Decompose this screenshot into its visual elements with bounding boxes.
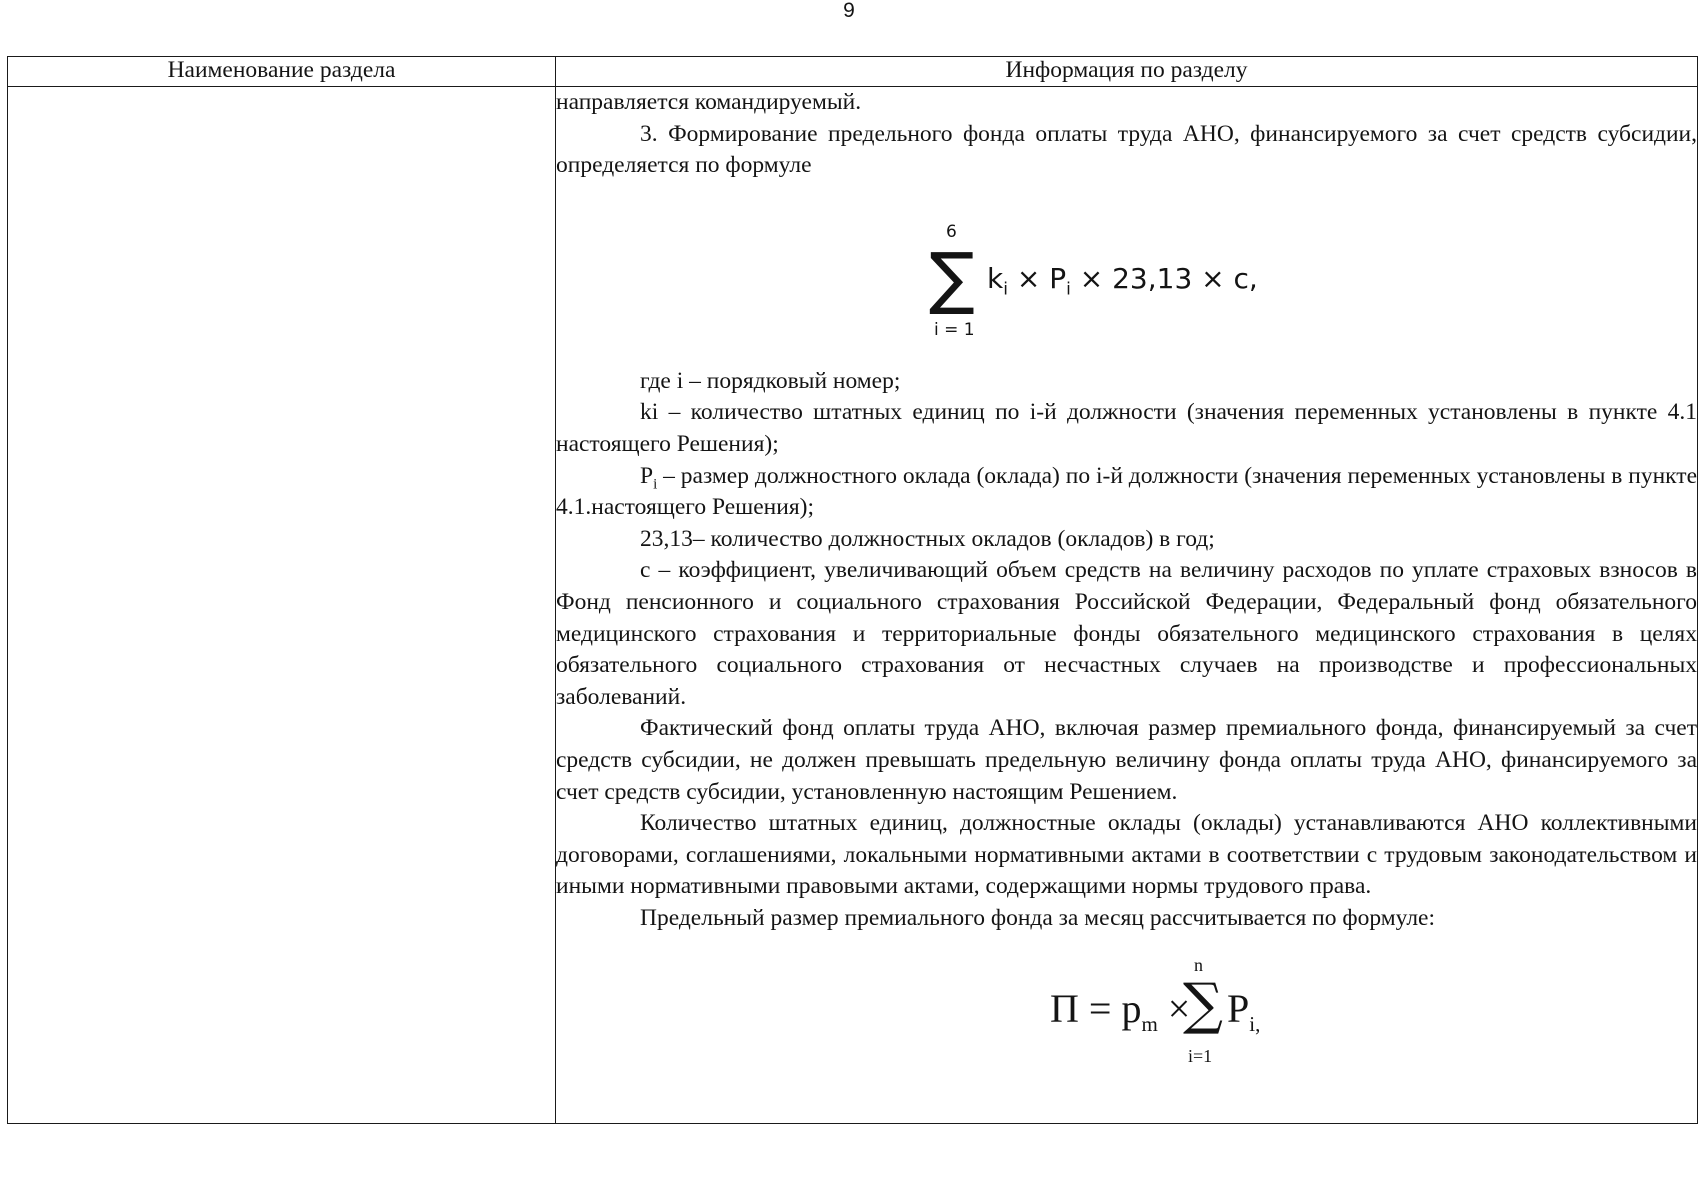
formula-times: × <box>1007 261 1050 295</box>
formula-k-subscript: i <box>1003 279 1008 300</box>
page-number: 9 <box>843 0 855 22</box>
paragraph-2313: 23,13– количество должностных окладов (окладов) в год; <box>640 525 1215 552</box>
header-section-name: Наименование раздела <box>8 57 556 87</box>
pi-subscript: i <box>653 476 658 493</box>
formula2-lower-limit: i=1 <box>1188 1046 1213 1067</box>
formula2-term <box>1227 986 1261 1037</box>
formula-p-subscript: i <box>1066 279 1071 300</box>
payroll-fund-formula <box>556 182 1697 366</box>
formula-k: k <box>987 261 1004 295</box>
formula2-p-subscript: i, <box>1249 1012 1261 1037</box>
formula2-p: P <box>1227 986 1250 1032</box>
formula2-upper-limit: n <box>1194 955 1203 976</box>
sum-lower-limit: i = 1 <box>934 319 975 340</box>
table-row <box>8 87 1698 1124</box>
formula2-lhs-subscript: m <box>1141 1012 1158 1037</box>
bonus-fund-formula <box>556 934 1697 1104</box>
formula-expression <box>987 261 1258 300</box>
paragraph-staff-count: Количество штатных единиц, должностные оклады (оклады) устанавливаются АНО коллективными договорами, соглашениями, локальными нормативными актами в соответствии с трудовым законодательством и иными нормативными правовыми актами, содержащими нормы трудового права. <box>556 810 1697 900</box>
paragraph-where-i: где i – порядковый номер; <box>640 367 901 394</box>
paragraph-pi <box>556 461 1697 524</box>
sum-upper-limit: 6 <box>946 221 957 242</box>
sigma-symbol: ∑ <box>929 238 975 318</box>
paragraph-actual-fund: Фактический фонд оплаты труда АНО, включая размер премиального фонда, финансируемый за счет средств субсидии, не должен превышать предельную величину фонда оплаты труда АНО, финансируемого за счет средств субсидии, установленную настоящим Решением. <box>556 715 1697 805</box>
header-section-info: Информация по разделу <box>556 57 1698 87</box>
section-name-cell <box>8 87 556 1124</box>
formula-rest: × 23,13 × c, <box>1070 261 1258 295</box>
formula2-lhs-text: П = p <box>1050 986 1142 1032</box>
section-table <box>7 56 1698 1124</box>
table-header-row <box>8 57 1698 87</box>
section-info-cell <box>556 87 1698 1124</box>
paragraph-item-3: 3. Формирование предельного фонда оплаты труда АНО, финансируемого за счет средств субсидии, определяется по формуле <box>556 120 1697 179</box>
pi-description: – размер должностного оклада (оклада) по i-й должности (значения переменных установлены в пункте 4.1.настоящего Решения); <box>556 462 1697 521</box>
sigma-symbol: ∑ <box>1183 972 1223 1038</box>
paragraph-bonus-limit: Предельный размер премиального фонда за месяц рассчитывается по формуле: <box>640 904 1436 931</box>
formula2-lhs <box>1050 986 1191 1037</box>
paragraph-intro: направляется командируемый. <box>556 89 862 115</box>
formula-p: P <box>1049 261 1067 295</box>
pi-letter: P <box>640 462 654 489</box>
paragraph-ki: ki – количество штатных единиц по i-й должности (значения переменных установлены в пункте 4.1 настоящего Решения); <box>556 399 1697 457</box>
paragraph-coefficient-c: с – коэффициент, увеличивающий объем средств на величину расходов по уплате страховых взносов в Фонд пенсионного и социального страхования Российской Федерации, Федеральный фонд обязательного медицинского страхования и территориальные фонды обязательного медицинского страхования в целях обязательного социального страхования от несчастных случаев на производстве и профессиональных заболеваний. <box>556 557 1697 710</box>
formula2-times: × <box>1157 986 1191 1032</box>
